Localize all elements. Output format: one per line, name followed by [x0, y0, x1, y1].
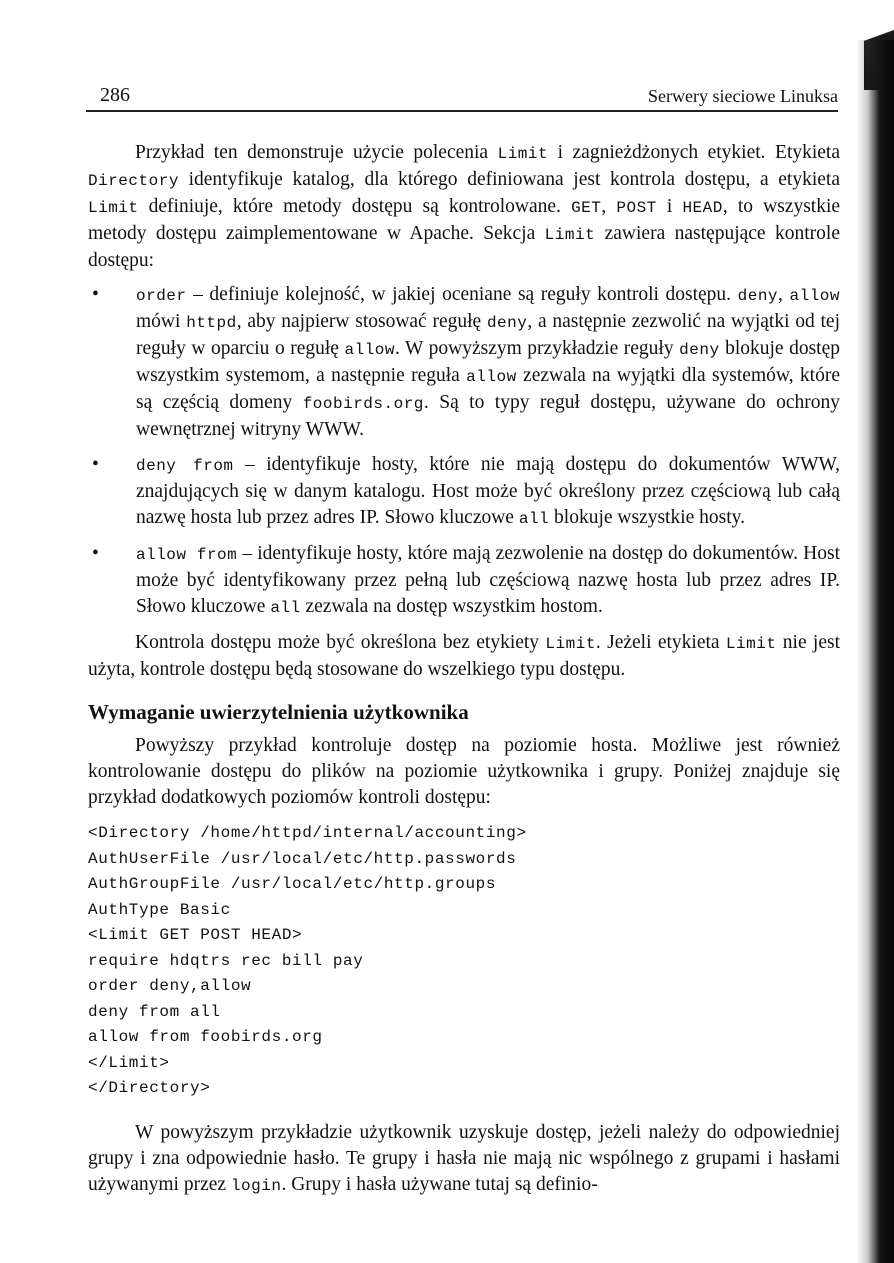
running-title: Serwery sieciowe Linuksa [648, 86, 838, 106]
list-item-order: • order – definiuje kolejność, w jakiej oceniane są reguły kontroli dostępu. deny, allow mówi httpd, aby najpierw stosować regułę deny, a następnie zezwolić na wyjątki od tej reguły w oparciu o regułę allow. W powyższym przykładzie reguły deny blokuje dostęp wszystkim systemom, a następnie reguła allow zezwala na wyjątki dla systemów, które są częścią domeny foobirds.org. Są to typy reguł dostępu, używane do ochrony wewnętrznej witryny WWW. [92, 284, 841, 440]
page-number: 286 [100, 84, 130, 106]
intro-paragraph: Przykład ten demonstruje użycie polecenia Limit i zagnieżdżonych etykiet. Etykieta Directory identyfikuje katalog, dla którego definiowana jest kontrola dostępu, a etykieta Limit definiuje, które metody dostępu są kontrolowane. GET, POST i HEAD, to wszystkie metody dostępu zaimplementowane w Apache. Sekcja Limit zawiera następujące kontrole dostępu: [88, 142, 841, 271]
code-line: order deny,allow [88, 977, 252, 995]
page-header [86, 82, 838, 112]
code-line: AuthGroupFile /usr/local/etc/http.groups [88, 875, 497, 893]
code-line: <Directory /home/httpd/internal/accounting> [88, 824, 527, 842]
bullet-icon: • [92, 284, 99, 305]
code-line: </Directory> [88, 1079, 211, 1097]
page-edge-shadow-right [856, 40, 894, 1263]
bullet-icon: • [92, 454, 99, 475]
code-line: <Limit GET POST HEAD> [88, 926, 303, 944]
page-content [88, 140, 840, 1199]
list-item-allow-from: • allow from – identyfikuje hosty, które mają zezwolenie na dostęp do dokumentów. Host może być identyfikowany przez pełną lub częściową nazwę hosta lub przez adres IP. Słowo kluczowe all zezwala na dostęp wszystkim hostom. [92, 543, 840, 617]
bullet-icon: • [92, 543, 99, 564]
code-line: allow from foobirds.org [88, 1028, 323, 1046]
code-line: AuthUserFile /usr/local/etc/http.passwords [88, 849, 517, 868]
final-paragraph: W powyższym przykładzie użytkownik uzyskuje dostęp, jeżeli należy do odpowiedniej grupy i zna odpowiednie hasło. Te grupy i hasła nie mają nic wspólnego z grupami i hasłami używanymi przez login. Grupy i hasła używane tutaj są definio- [88, 1121, 840, 1195]
access-control-list [88, 282, 840, 621]
code-line: AuthType Basic [88, 900, 231, 919]
section-heading: Wymaganie uwierzytelnienia użytkownika [88, 700, 469, 724]
code-line: </Limit> [88, 1053, 170, 1072]
list-item-deny-from: • deny from – identyfikuje hosty, które nie mają dostępu do dokumentów WWW, znajdujących się w danym katalogu. Host może być określony przez częściową lub całą nazwę hosta lub przez adres IP. Słowo kluczowe all blokuje wszystkie hosty. [92, 454, 840, 528]
code-line: deny from all [88, 1002, 221, 1021]
code-line: require hdqtrs rec bill pay [88, 951, 364, 970]
control-paragraph: Kontrola dostępu może być określona bez etykiety Limit. Jeżeli etykieta Limit nie jest użyta, kontrole dostępu będą stosowane do wszelkiego typu dostępu. [88, 632, 841, 680]
code-block [88, 821, 840, 1102]
section-paragraph: Powyższy przykład kontroluje dostęp na poziomie hosta. Możliwe jest również kontrolowanie dostępu do plików na poziomie użytkownika i grupy. Poniżej znajduje się przykład dodatkowych poziomów kontroli dostępu: [88, 735, 840, 808]
